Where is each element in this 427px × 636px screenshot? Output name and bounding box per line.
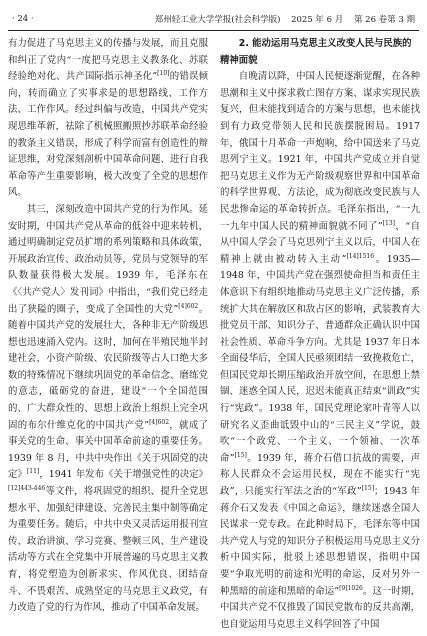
left-column bbox=[8, 36, 208, 632]
citation: [13] bbox=[382, 219, 395, 227]
right-column bbox=[220, 36, 420, 632]
citation: [15] bbox=[361, 484, 375, 492]
page-number: · 24 · bbox=[12, 14, 34, 24]
publication-date: 2025 年 6 月 bbox=[291, 15, 344, 25]
citation: [11] bbox=[26, 468, 40, 476]
journal-info bbox=[34, 13, 419, 25]
citation: [4]602 bbox=[149, 418, 170, 426]
volume-issue: 第 26 卷第 3 期 bbox=[353, 15, 415, 25]
citation: [9]1026 bbox=[339, 584, 363, 592]
paragraph: 有力促进了马克思主义的传播与发展，而且克服和纠正了党内“一度把马克思主义教条化、苏联经验绝对化、共产国际指示神圣化”[10]的错误倾向，转而确立了实事求是的思想路线、工作方法、工作作风。经过纠偏与改造，中国共产党实现思维革新，祛除了机械照搬照抄苏联革命经验的教条主义错误，形成了科学而富有创造性的辩证思维，对党深刻剖析中国革命问题、进行自我革命等产生重要影响，极大改变了全党的思想作风。 bbox=[8, 38, 208, 199]
page-header bbox=[8, 8, 419, 31]
paragraph: 自晚清以降，中国人民便逐渐觉醒，在各种思潮和主义中探求救亡图存方案、谋求实现民族复兴，但未能找到适合的方案与思想，也未能找到有力政党带领人民和民族摆脱困局。1917 年，俄国十月革命一声炮响，给中国送来了马克思列宁主义。1921 年，中国共产党成立并自觉把马克思主义作为无产阶级观察世界和中国革命的科学世界观、方法论，成为彻底改变民族与人民悲惨命运的革命转折点。毛泽东指出，“一九一九年中国人民的精神面貌就不同了”[13]，“自从中国人学会了马克思列宁主义以后，中国人在精神上就由被动转入主动”$^{[14]1516}$。1935—1948 年，中国共产党在强烈使命担当和责任主体意识下有组织地推动马克思主义广泛传播，系统扩大其在解放区和敌占区的影响，武装教育大批党员干部、知识分子、普通群众正确认识中国社会性质、革命斗争方向。尤其是 1937 年日本全面侵华后，全国人民亟须团结一致挽救危亡，但国民党却长期压缩政治开放空间，在思想上禁锢、迷惑全国人民，迟迟未能真正结束“训政”实行“宪政”。1938 年，国民党理论家叶青等人以研究名义歪曲诋毁中山的“三民主义”学说，鼓吹“一个政党、一个主义、一个领袖、一次革命”[15]。1939 年，蒋介石借口抗战的需要，声称人民群众不会运用民权，现在不能实行“宪政”，只能实行军法之治的“军政”[15]；1943 年蒋介石又发表《中国之命运》，继续迷惑全国人民谋求一党专政。在此种时局下，毛泽东等中国共产党人与党的知识分子积极运用马克思主义分析中国实际，批驳上述思想错误，指明中国要“争取光明的前途和光明的命运，反对另外一种黑暗的前途和黑暗的命运”$^{[9]1026}$。这一时期，中国共产党不仅推毁了国民党散布的反共高潮，也自觉运用马克思主义科学回答了中国 bbox=[220, 71, 420, 630]
subsection-title: 2. 能动运用马克思主义改变人民与民族的 精神面貌 bbox=[220, 38, 412, 66]
paragraph: 其三，深刻改造中国共产党的行为作风。延安时期，中国共产党从革命的低谷中迎来转机，通过明确制定党员扩增的系列策略和具体政策，开展政治宣传、政治动员等，党员与党领导的军队数量获得极大发展。1939 年，毛泽东在《〈共产党人〉发刊词》中指出，“我们党已经走出了狭隘的圈子，变成了全国性的大党”$^{[4]602}$。随着中国共产党的发展壮大，各种非无产阶级思想也迅速涌入党内。这时，加何在半殖民地半封建社会，小资产阶级、农民阶级等占人口绝大多数的特殊情况下继续巩固党的革命信念、磨练党的意志，砥砺党的奋进，建设“一个全国范围的、广大群众性的、思想上政治上组织上完全巩固的布尔什维克化的中国共产党”$^{[4]602}$，就成了事关党的生命、事关中国革命前途的重要任务。1939 年 8 月，中共中央作出《关于巩固党的决定》[11]，1941 年发布《关于增强党性的决定》$^{[12]443-446}$等文件，将巩固党的组织、提升全党思想水平、加强纪律建设、完善民主集中制等确定为重要任务。随后，中共中央又灵活运用报刊宣传、政治讲演、学习竞赛、整顿三风、生产建设活动等方式在全党集中开展普遍的马克思主义教育，将党塑造为创新求实、作风优良、团结奋斗、不畏艰苦、成熟坚定的马克思主义政党，有力改造了党的行为作风，推动了中国革命发展。 bbox=[8, 203, 208, 614]
journal-name: 郑州轻工业大学学报(社会科学版) bbox=[154, 15, 281, 25]
citation: [15] bbox=[234, 451, 247, 459]
citation: [14]1516 bbox=[346, 252, 375, 260]
citation: [12]443-446 bbox=[8, 484, 46, 492]
citation: [10] bbox=[157, 70, 170, 78]
citation: [4]602 bbox=[178, 302, 199, 310]
